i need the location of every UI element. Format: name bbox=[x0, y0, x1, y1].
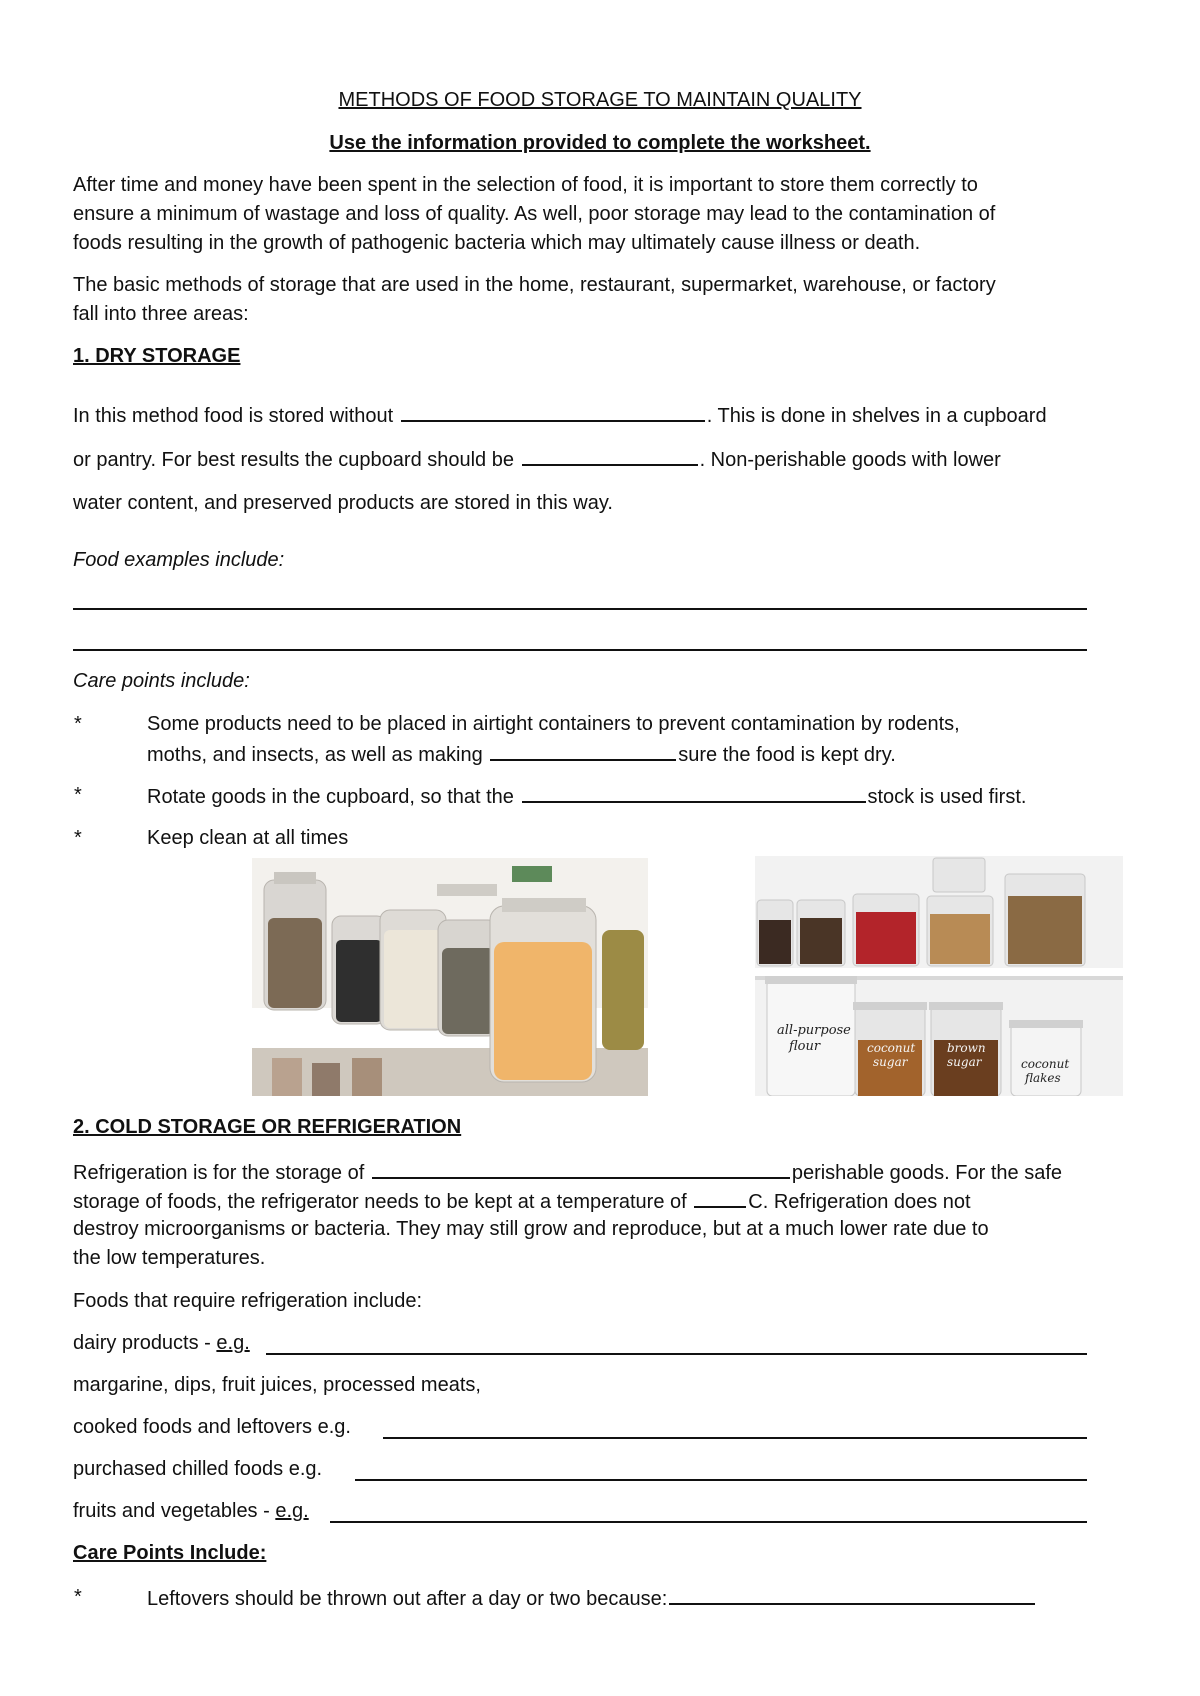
margarine-line: margarine, dips, fruit juices, processed meats, bbox=[73, 1374, 481, 1396]
answer-line[interactable] bbox=[355, 1479, 1087, 1481]
cold-line-3: destroy microorganisms or bacteria. They may still grow and reproduce, but at a much lower rate due to bbox=[73, 1218, 989, 1240]
bullet-text-part: Rotate goods in the cupboard, so that the bbox=[147, 786, 514, 808]
bullet-marker: * bbox=[74, 784, 82, 806]
dry-text: In this method food is stored without bbox=[73, 405, 394, 427]
bullet-text bbox=[147, 781, 1026, 812]
label-sugar: sugar bbox=[873, 1055, 908, 1069]
label-sugar-2: sugar bbox=[947, 1055, 982, 1069]
label-brown-sugar: brown bbox=[947, 1041, 986, 1055]
dry-text: . This is done in shelves in a cupboard bbox=[706, 405, 1047, 427]
bullet-text bbox=[147, 1583, 1037, 1614]
answer-blank[interactable] bbox=[522, 781, 866, 803]
label-flour: flour bbox=[789, 1039, 821, 1054]
dry-line-3: water content, and preserved products are stored in this way. bbox=[73, 492, 613, 514]
cold-text: storage of foods, the refrigerator needs to be kept at a temperature of bbox=[73, 1191, 687, 1213]
dry-text: . Non-perishable goods with lower bbox=[699, 449, 1001, 471]
answer-line[interactable] bbox=[266, 1353, 1087, 1355]
fruits-line bbox=[73, 1497, 309, 1526]
label-flakes: flakes bbox=[1025, 1071, 1061, 1085]
jars-photo-drawing bbox=[252, 858, 648, 1096]
label-all-purpose-flour: all-purpose bbox=[777, 1023, 851, 1038]
intro-line: ensure a minimum of wastage and loss of quality. As well, poor storage may lead to the contamination of bbox=[73, 203, 996, 225]
dry-line-2 bbox=[73, 444, 1001, 475]
bullet-text-part: Leftovers should be thrown out after a day or two because: bbox=[147, 1588, 668, 1610]
cold-text: C. Refrigeration does not bbox=[748, 1191, 971, 1213]
intro-line: The basic methods of storage that are used in the home, restaurant, supermarket, warehouse, or factory bbox=[73, 274, 996, 296]
intro-line: fall into three areas: bbox=[73, 303, 249, 325]
temperature-blank[interactable] bbox=[694, 1186, 746, 1208]
answer-blank[interactable] bbox=[522, 444, 698, 466]
bullet-text bbox=[147, 739, 896, 770]
answer-line[interactable] bbox=[383, 1437, 1087, 1439]
cold-care-heading: Care Points Include: bbox=[73, 1542, 267, 1564]
cold-text: perishable goods. For the safe bbox=[791, 1162, 1062, 1184]
care-points-label: Care points include: bbox=[73, 670, 250, 692]
page-subtitle: Use the information provided to complete the worksheet. bbox=[329, 132, 871, 154]
fruits-label: fruits and vegetables - bbox=[73, 1500, 276, 1522]
cold-storage-heading: 2. COLD STORAGE OR REFRIGERATION bbox=[73, 1116, 462, 1138]
containers-photo-drawing bbox=[755, 856, 1123, 1096]
bullet-text: Keep clean at all times bbox=[147, 827, 349, 849]
answer-line[interactable] bbox=[73, 608, 1087, 610]
dairy-line bbox=[73, 1329, 250, 1358]
page-title: METHODS OF FOOD STORAGE TO MAINTAIN QUALITY bbox=[338, 89, 862, 111]
dry-text: or pantry. For best results the cupboard should be bbox=[73, 449, 514, 471]
cold-line-4: the low temperatures. bbox=[73, 1247, 266, 1269]
fruits-eg: e.g. bbox=[275, 1500, 309, 1522]
cold-text: Refrigeration is for the storage of bbox=[73, 1162, 365, 1184]
cooked-line: cooked foods and leftovers e.g. bbox=[73, 1416, 351, 1438]
answer-blank[interactable] bbox=[669, 1583, 1035, 1605]
labeled-containers-photo bbox=[755, 856, 1123, 1096]
dairy-eg: e.g. bbox=[216, 1332, 250, 1354]
dairy-label: dairy products - bbox=[73, 1332, 217, 1354]
dry-line-1 bbox=[73, 400, 1047, 431]
bullet-marker: * bbox=[74, 827, 82, 849]
answer-blank[interactable] bbox=[490, 739, 676, 761]
chilled-line: purchased chilled foods e.g. bbox=[73, 1458, 323, 1480]
answer-line[interactable] bbox=[330, 1521, 1087, 1523]
bullet-text-part: sure the food is kept dry. bbox=[678, 744, 896, 766]
bullet-text: Some products need to be placed in airtight containers to prevent contamination by rodents, bbox=[147, 713, 960, 735]
answer-blank[interactable] bbox=[372, 1157, 790, 1179]
answer-blank[interactable] bbox=[401, 400, 705, 422]
cold-line-1 bbox=[73, 1157, 1062, 1188]
answer-line[interactable] bbox=[73, 649, 1087, 651]
label-coconut-sugar: coconut bbox=[867, 1041, 916, 1055]
bullet-text-part: stock is used first. bbox=[867, 786, 1027, 808]
bullet-text-part: moths, and insects, as well as making bbox=[147, 744, 483, 766]
dry-storage-heading: 1. DRY STORAGE bbox=[73, 345, 241, 367]
cold-line-2 bbox=[73, 1186, 971, 1217]
jars-on-pantry-shelf-photo bbox=[252, 858, 648, 1096]
intro-line: foods resulting in the growth of pathogenic bacteria which may ultimately cause illness or death. bbox=[73, 232, 921, 254]
intro-line: After time and money have been spent in the selection of food, it is important to store them correctly to bbox=[73, 174, 978, 196]
foods-refrigeration-label: Foods that require refrigeration include: bbox=[73, 1290, 423, 1312]
bullet-marker: * bbox=[74, 1586, 82, 1608]
label-coconut-flakes: coconut bbox=[1021, 1057, 1070, 1071]
bullet-marker: * bbox=[74, 713, 82, 735]
food-examples-label: Food examples include: bbox=[73, 549, 285, 571]
